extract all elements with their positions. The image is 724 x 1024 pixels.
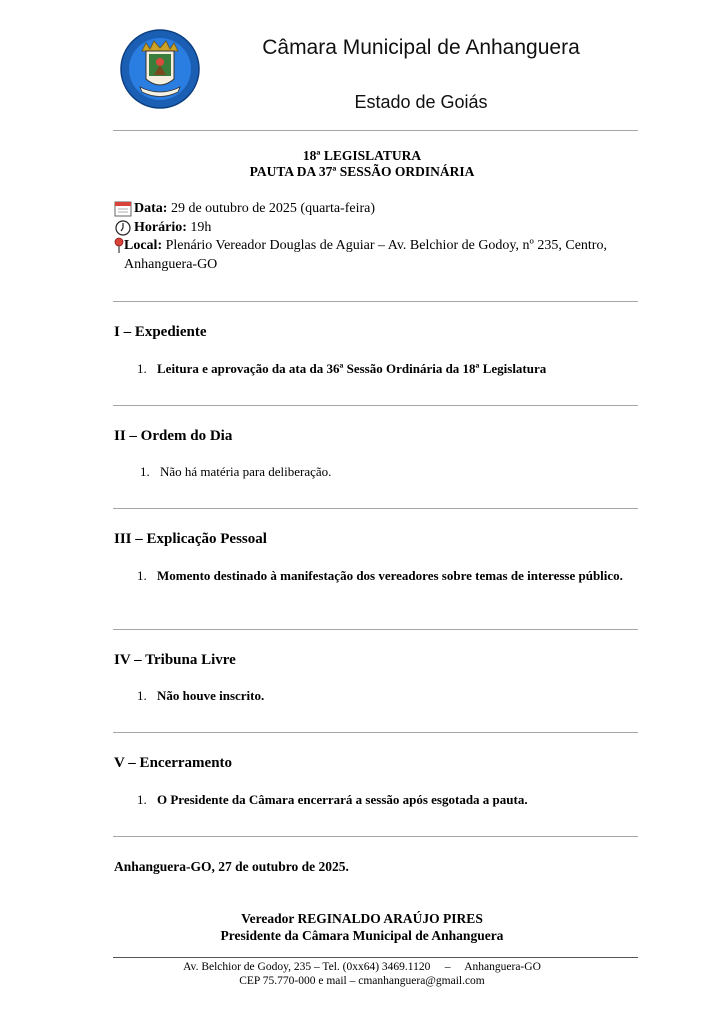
agenda-item (137, 687, 637, 704)
footer-contact: CEP 75.770-000 e mail – cmanhanguera@gmail.com (239, 975, 485, 987)
item-number: 1. (137, 568, 147, 583)
item-number: 1. (137, 792, 147, 807)
session-agenda-heading: PAUTA DA 37ª SESSÃO ORDINÁRIA (249, 164, 475, 179)
clock-icon (114, 219, 134, 236)
footer-divider (113, 957, 638, 958)
place-value: Plenário Vereador Douglas de Aguiar – Av. Belchior de Godoy, nº 235, Centro, Anhanguera-GO (124, 238, 607, 272)
item-number: 1. (140, 464, 150, 479)
pushpin-icon (114, 237, 124, 254)
section-title-ordem-do-dia: II – Ordem do Dia (114, 428, 233, 444)
place-label: Local: (124, 238, 163, 253)
time-value: 19h (190, 219, 212, 235)
place-row (114, 237, 654, 274)
item-text: Leitura e aprovação da ata da 36ª Sessão Ordinária da 18ª Legislatura (157, 361, 547, 376)
section-divider (113, 732, 638, 733)
section-divider (113, 836, 638, 837)
section-divider (113, 629, 638, 630)
calendar-icon (114, 200, 134, 217)
agenda-item (140, 463, 640, 480)
legislature-heading: 18ª LEGISLATURA (302, 148, 422, 163)
section-divider (113, 508, 638, 509)
date-row (114, 200, 654, 219)
signer-name: Vereador REGINALDO ARAÚJO PIRES (241, 911, 483, 926)
section-title-expediente: I – Expediente (114, 324, 207, 340)
dateline: Anhanguera-GO, 27 de outubro de 2025. (114, 859, 349, 874)
section-divider (113, 405, 638, 406)
time-row (114, 219, 654, 238)
agenda-item (137, 791, 637, 808)
footer-address: Av. Belchior de Godoy, 235 – Tel. (0xx64) 3469.1120 – Anhanguera-GO (183, 961, 541, 973)
chamber-name-title: Câmara Municipal de Anhanguera (262, 36, 580, 59)
item-text: Não há matéria para deliberação. (160, 464, 332, 479)
item-number: 1. (137, 688, 147, 703)
section-title-explicacao-pessoal: III – Explicação Pessoal (114, 531, 267, 547)
item-text: Momento destinado à manifestação dos vereadores sobre temas de interesse público. (157, 568, 623, 583)
item-text: O Presidente da Câmara encerrará a sessão após esgotada a pauta. (157, 792, 528, 807)
item-text: Não houve inscrito. (157, 688, 265, 703)
agenda-item (137, 567, 637, 584)
time-label: Horário: (134, 219, 187, 235)
date-value: 29 de outubro de 2025 (quarta-feira) (170, 201, 376, 216)
date-label: Data: (134, 201, 168, 216)
section-title-tribuna-livre: IV – Tribuna Livre (114, 652, 236, 668)
session-info (114, 200, 654, 274)
state-subtitle: Estado de Goiás (354, 92, 488, 112)
section-title-encerramento: V – Encerramento (114, 755, 233, 771)
section-divider (113, 301, 638, 302)
agenda-item (137, 360, 637, 377)
signer-role: Presidente da Câmara Municipal de Anhanguera (220, 928, 504, 943)
header-divider (113, 130, 638, 131)
item-number: 1. (137, 361, 147, 376)
document-header (0, 0, 724, 130)
